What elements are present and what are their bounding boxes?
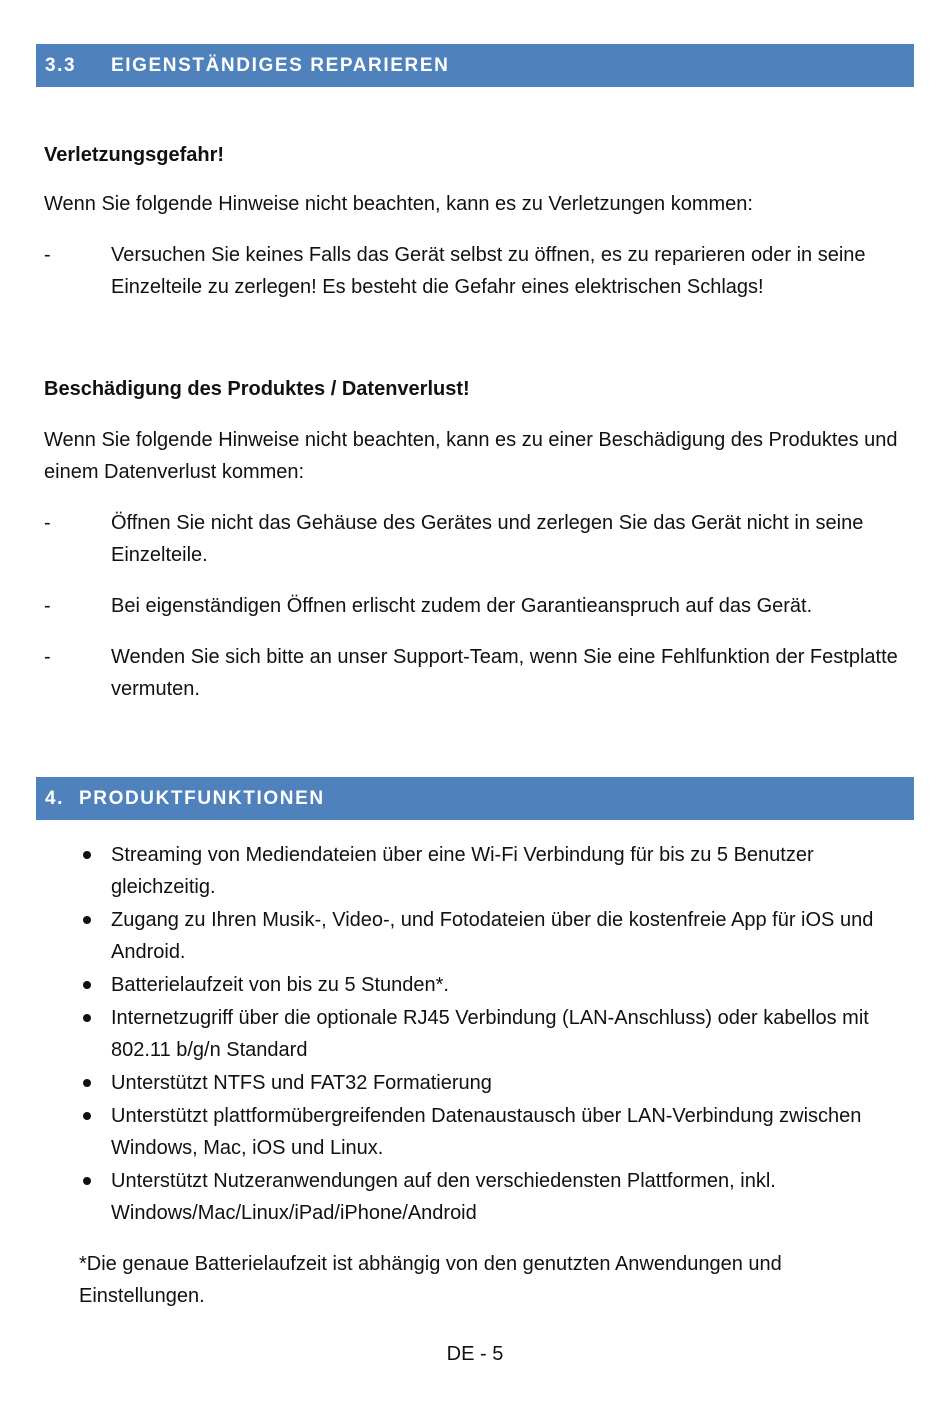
list-item [80, 1165, 910, 1229]
dash-marker: - [44, 646, 51, 668]
warning-injury [44, 139, 904, 322]
battery-footnote: *Die genaue Batterielaufzeit ist abhängig von den genutzten Anwendungen und Einstellungen. [79, 1253, 782, 1307]
list-item-text: Bei eigenständigen Öffnen erlischt zudem der Garantieanspruch auf das Gerät. [111, 595, 813, 617]
warning-heading: Verletzungsgefahr! [44, 144, 225, 166]
warning-list [44, 507, 904, 705]
bullet-icon [83, 1177, 91, 1185]
list-item [80, 904, 910, 968]
feature-text: Unterstützt NTFS und FAT32 Formatierung [111, 1072, 492, 1094]
feature-list [80, 839, 910, 1230]
list-item [44, 239, 904, 303]
section-title: EIGENSTÄNDIGES REPARIEREN [111, 54, 450, 76]
section-number: 4. [45, 787, 65, 809]
list-item [80, 1067, 910, 1099]
list-item [44, 590, 904, 622]
section-title: PRODUKTFUNKTIONEN [79, 787, 325, 809]
warning-intro: Wenn Sie folgende Hinweise nicht beachten, kann es zu einer Beschädigung des Produktes und einem Datenverlust kommen: [44, 429, 898, 483]
warning-intro: Wenn Sie folgende Hinweise nicht beachten, kann es zu Verletzungen kommen: [44, 193, 753, 215]
list-item-text: Wenden Sie sich bitte an unser Support-Team, wenn Sie eine Fehlfunktion der Festplatte vermuten. [111, 646, 898, 700]
feature-text: Unterstützt Nutzeranwendungen auf den verschiedensten Plattformen, inkl. Windows/Mac/Linux/iPad/iPhone/Android [111, 1170, 776, 1224]
bullet-icon [83, 851, 91, 859]
section-number: 3.3 [45, 54, 77, 76]
page-number: DE - 5 [446, 1343, 504, 1365]
dash-marker: - [44, 512, 51, 534]
list-item [80, 839, 910, 903]
bullet-icon [83, 1014, 91, 1022]
list-item [44, 641, 904, 705]
list-item [44, 507, 904, 571]
feature-text: Unterstützt plattformübergreifenden Datenaustausch über LAN-Verbindung zwischen Windows, Mac, iOS und Linux. [111, 1105, 862, 1159]
feature-text: Internetzugriff über die optionale RJ45 Verbindung (LAN-Anschluss) oder kabellos mit 802.11 b/g/n Standard [111, 1007, 869, 1061]
bullet-icon [83, 1112, 91, 1120]
bullet-icon [83, 916, 91, 924]
section-3-3-header [36, 44, 914, 87]
warning-list [44, 239, 904, 303]
warning-damage [44, 373, 904, 724]
warning-heading: Beschädigung des Produktes / Datenverlust! [44, 378, 470, 400]
list-item-text: Versuchen Sie keines Falls das Gerät selbst zu öffnen, es zu reparieren oder in seine Einzelteile zu zerlegen! Es besteht die Gefahr eines elektrischen Schlags! [111, 244, 866, 298]
list-item [80, 1002, 910, 1066]
dash-marker: - [44, 244, 51, 266]
list-item [80, 1100, 910, 1164]
bullet-icon [83, 981, 91, 989]
list-item-text: Öffnen Sie nicht das Gehäuse des Gerätes und zerlegen Sie das Gerät nicht in seine Einzelteile. [111, 512, 864, 566]
feature-text: Batterielaufzeit von bis zu 5 Stunden*. [111, 974, 449, 996]
list-item [80, 969, 910, 1001]
feature-text: Zugang zu Ihren Musik-, Video-, und Fotodateien über die kostenfreie App für iOS und Android. [111, 909, 874, 963]
bullet-icon [83, 1079, 91, 1087]
feature-text: Streaming von Mediendateien über eine Wi-Fi Verbindung für bis zu 5 Benutzer gleichzeitig. [111, 844, 814, 898]
section-4-header [36, 777, 914, 820]
dash-marker: - [44, 595, 51, 617]
